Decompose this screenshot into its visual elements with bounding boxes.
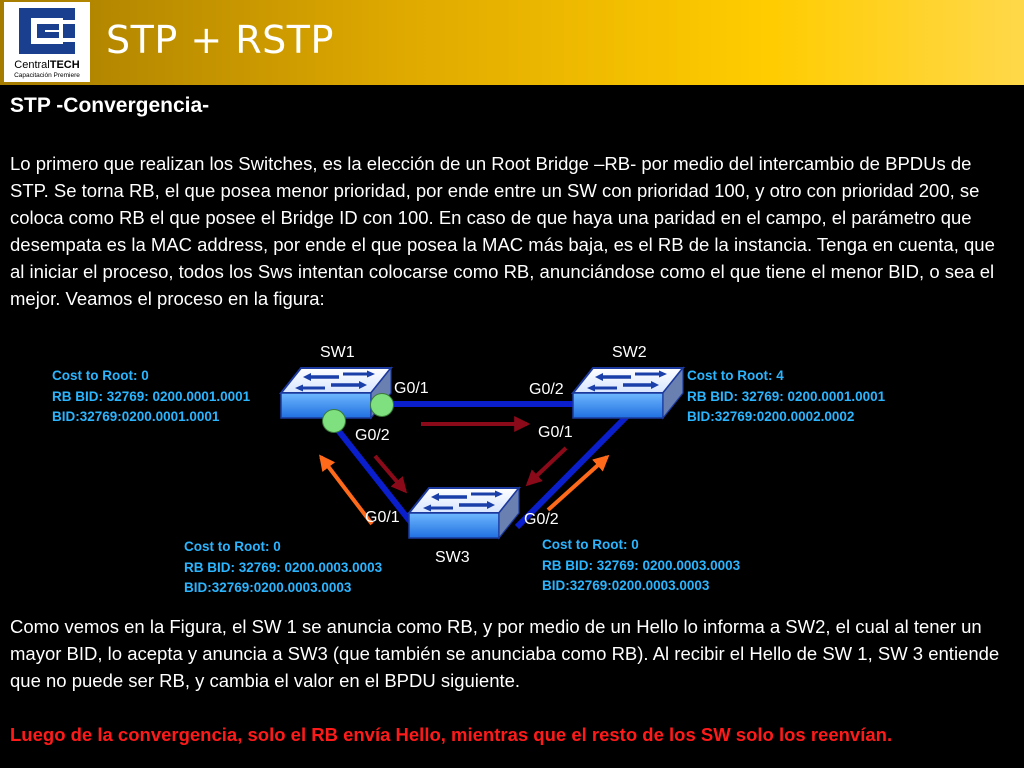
sw3-right-rb-bid: RB BID: 32769: 0200.0003.0003 <box>542 557 741 573</box>
port-indicator-sw1-g02 <box>323 410 346 433</box>
sw3-info-box-right <box>542 535 740 597</box>
hello-arrow-sw2-sw3 <box>528 448 566 484</box>
slide-title: STP + RSTP <box>106 18 334 62</box>
sw2-port-g02-label: G0/2 <box>529 381 564 398</box>
sw2-rb-bid: RB BID: 32769: 0200.0001.0001 <box>687 388 886 404</box>
sw3-port-g01-label: G0/1 <box>365 509 400 526</box>
sw1-rb-bid: RB BID: 32769: 0200.0001.0001 <box>52 388 251 404</box>
highlight-note: Luego de la convergencia, solo el RB envía Hello, mientras que el resto de los SW solo los reenvían. <box>10 724 893 745</box>
sw2-port-g01-label: G0/1 <box>538 424 573 441</box>
sw1-info-box <box>52 366 250 428</box>
sw3-left-bid: BID:32769:0200.0003.0003 <box>184 580 352 595</box>
sw1-label: SW1 <box>320 344 355 361</box>
sw2-label: SW2 <box>612 344 647 361</box>
sw1-bid: BID:32769:0200.0001.0001 <box>52 409 220 424</box>
sw2-info-box <box>687 366 885 428</box>
sw3-right-cost-to-root: Cost to Root: 0 <box>542 537 639 552</box>
switch-sw2-icon <box>573 368 683 418</box>
logo-tagline: Capacitación Premiere <box>14 72 80 79</box>
switch-sw3-icon <box>409 488 519 538</box>
sw3-left-rb-bid: RB BID: 32769: 0200.0003.0003 <box>184 559 383 575</box>
section-title: STP -Convergencia- <box>10 94 210 117</box>
sw3-left-cost-to-root: Cost to Root: 0 <box>184 539 281 554</box>
sw3-info-box-left <box>184 537 382 599</box>
sw3-right-bid: BID:32769:0200.0003.0003 <box>542 578 710 593</box>
port-indicator-sw1-g01 <box>371 394 394 417</box>
sw1-port-g02-label: G0/2 <box>355 427 390 444</box>
sw2-bid: BID:32769:0200.0002.0002 <box>687 409 855 424</box>
intro-paragraph: Lo primero que realizan los Switches, es la elección de un Root Bridge –RB- por medio del intercambio de BPDUs de STP. Se torna RB, el que posea menor prioridad, por ende entre un SW con prioridad 100, y otro con prioridad 200, se coloca como RB el que posee el Bridge ID con 100. En caso de que haya una paridad en el campo, el parámetro que desempata es la MAC address, por ende el que posea la MAC más baja, es el RB de la instancia. Tenga en cuenta, que al iniciar el proceso, todos los Sws intentan colocarse como RB, anunciándose como el que tiene el menor BID, o sea el mejor. Veamos el proceso en la figura: <box>10 153 995 309</box>
conclusion-paragraph: Como vemos en la Figura, el SW 1 se anuncia como RB, y por medio de un Hello lo informa a SW2, el cual al tener un mayor BID, lo acepta y anuncia a SW3 (que también se anunciaba como RB). Al recibir el Hello de SW 1, SW 3 entiende que no puede ser RB, y cambia el valor en el BPDU siguiente. <box>10 616 1000 691</box>
sw3-label: SW3 <box>435 549 470 566</box>
sw1-port-g01-label: G0/1 <box>394 380 429 397</box>
sw1-cost-to-root: Cost to Root: 0 <box>52 368 149 383</box>
sw3-port-g02-label: G0/2 <box>524 511 559 528</box>
logo-wordmark: CentralTECH <box>14 59 80 71</box>
sw2-cost-to-root: Cost to Root: 4 <box>687 368 784 383</box>
